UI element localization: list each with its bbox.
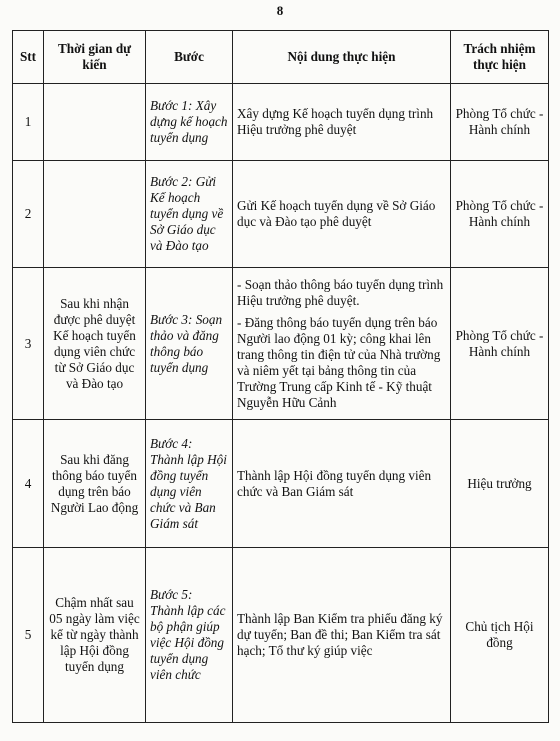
cell-step: Bước 2: Gửi Kế hoạch tuyển dụng về Sở Giáo dục và Đào tạo <box>146 161 233 268</box>
cell-stt: 3 <box>13 268 44 420</box>
cell-responsibility: Chủ tịch Hội đồng <box>451 548 549 723</box>
table-row <box>13 84 549 161</box>
table-row <box>13 420 549 548</box>
content-line: Xây dựng Kế hoạch tuyển dụng trình Hiệu trưởng phê duyệt <box>237 106 434 137</box>
cell-stt: 2 <box>13 161 44 268</box>
header-time: Thời gian dự kiến <box>44 31 146 84</box>
cell-stt: 4 <box>13 420 44 548</box>
cell-responsibility: Hiệu trưởng <box>451 420 549 548</box>
cell-content <box>233 268 451 420</box>
cell-content <box>233 548 451 723</box>
table-header-row <box>13 31 549 84</box>
cell-time: Sau khi nhận được phê duyệt Kế hoạch tuyển dụng viên chức từ Sở Giáo dục và Đào tạo <box>44 268 146 420</box>
cell-time: Chậm nhất sau 05 ngày làm việc kể từ ngày thành lập Hội đồng tuyển dụng <box>44 548 146 723</box>
content-line: - Soạn thảo thông báo tuyển dụng trình Hiệu trưởng phê duyệt. <box>237 276 444 308</box>
cell-responsibility: Phòng Tổ chức - Hành chính <box>451 84 549 161</box>
content-line: Gửi Kế hoạch tuyển dụng về Sở Giáo dục và Đào tạo phê duyệt <box>237 198 436 229</box>
header-stt: Stt <box>13 31 44 84</box>
content-line: Thành lập Hội đồng tuyển dụng viên chức và Ban Giám sát <box>237 467 432 499</box>
cell-content <box>233 161 451 268</box>
table-row <box>13 268 549 420</box>
cell-step: Bước 1: Xây dựng kế hoạch tuyển dụng <box>146 84 233 161</box>
cell-step: Bước 4: Thành lập Hội đồng tuyển dụng viên chức và Ban Giám sát <box>146 420 233 548</box>
cell-time: Sau khi đăng thông báo tuyển dụng trên báo Người Lao động <box>44 420 146 548</box>
cell-step: Bước 3: Soạn thảo và đăng thông báo tuyển dụng <box>146 268 233 420</box>
table-row <box>13 548 549 723</box>
cell-stt: 5 <box>13 548 44 723</box>
header-responsibility: Trách nhiệm thực hiện <box>451 31 549 84</box>
content-line: - Đăng thông báo tuyển dụng trên báo Người lao động 01 kỳ; công khai lên trang thông tin điện tử của Nhà trường và niêm yết tại bảng thông tin của Trường Trung cấp Kinh tế - Kỹ thuật Nguyễn Hữu Cảnh <box>237 314 441 410</box>
cell-stt: 1 <box>13 84 44 161</box>
table-row <box>13 161 549 268</box>
cell-step: Bước 5: Thành lập các bộ phận giúp việc Hội đồng tuyển dụng viên chức <box>146 548 233 723</box>
header-step: Bước <box>146 31 233 84</box>
cell-responsibility: Phòng Tổ chức - Hành chính <box>451 268 549 420</box>
header-content: Nội dung thực hiện <box>233 31 451 84</box>
content-line: Thành lập Ban Kiểm tra phiếu đăng ký dự tuyển; Ban đề thi; Ban Kiểm tra sát hạch; Tổ thư ký giúp việc <box>237 611 443 658</box>
cell-content <box>233 84 451 161</box>
recruitment-steps-table <box>12 30 549 723</box>
cell-time <box>44 161 146 268</box>
page-number: 8 <box>276 3 284 18</box>
cell-time <box>44 84 146 161</box>
cell-content <box>233 420 451 548</box>
cell-responsibility: Phòng Tổ chức - Hành chính <box>451 161 549 268</box>
